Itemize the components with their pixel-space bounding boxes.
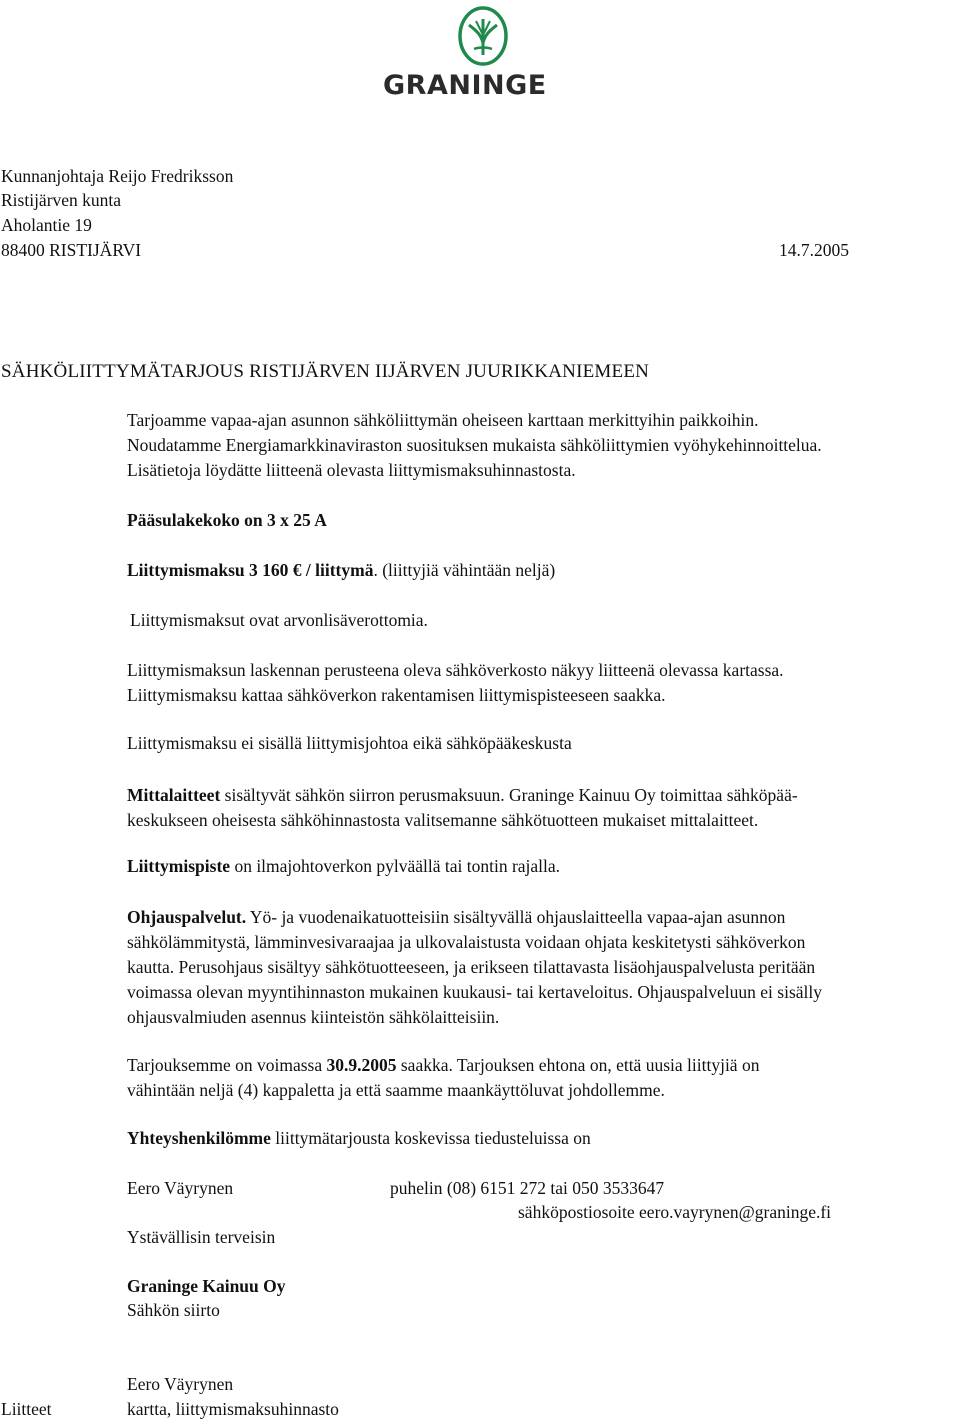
connection-point-text: on ilmajohtoverkon pylväällä tai tontin rajalla. bbox=[230, 856, 561, 876]
letter-title: SÄHKÖLIITTYMÄTARJOUS RISTIJÄRVEN IIJÄRVEN JUURIKKANIEMEEN bbox=[1, 361, 650, 382]
company-logo-text: GRANINGE bbox=[383, 70, 547, 101]
control-services-text: kautta. Perusohjaus sisältyy sähkötuotteeseen, ja erikseen tilattavasta lisäohjauspalvelusta peritään bbox=[127, 957, 816, 977]
contact-email[interactable]: sähköpostiosoite eero.vayrynen@graninge.fi bbox=[518, 1202, 832, 1222]
recipient-name: Kunnanjohtaja Reijo Fredriksson bbox=[1, 166, 234, 186]
basis-paragraph bbox=[127, 658, 784, 708]
graninge-emblem-icon bbox=[457, 5, 509, 67]
connection-point bbox=[127, 856, 560, 877]
control-services-text: voimassa olevan myyntihinnaston mukainen kuukausi- tai kertaveloitus. Ohjauspalveluun ei sisälly bbox=[127, 982, 823, 1002]
validity-text: saakka. Tarjouksen ehtona on, että uusia liittyjiä on bbox=[396, 1055, 760, 1075]
contact-intro bbox=[127, 1128, 591, 1149]
signature-department: Sähkön siirto bbox=[127, 1300, 220, 1320]
closing-greeting: Ystävällisin terveisin bbox=[127, 1227, 276, 1247]
attachments-label: Liitteet bbox=[1, 1399, 52, 1419]
validity-paragraph bbox=[127, 1053, 759, 1103]
intro-paragraph bbox=[127, 408, 822, 483]
recipient-organization: Ristijärven kunta bbox=[1, 190, 122, 210]
connection-fee-note: . (liittyjiä vähintään neljä) bbox=[373, 560, 556, 580]
meters-paragraph bbox=[127, 783, 798, 833]
recipient-street: Aholantie 19 bbox=[1, 215, 92, 235]
signature-company: Graninge Kainuu Oy bbox=[127, 1276, 286, 1296]
attachments-list: kartta, liittymismaksuhinnasto bbox=[127, 1399, 339, 1419]
control-services-paragraph bbox=[127, 905, 822, 1030]
basis-line: Liittymismaksu kattaa sähköverkon rakentamisen liittymispisteeseen saakka. bbox=[127, 685, 666, 705]
control-services-text: sähkölämmitystä, lämminvesivaraajaa ja ulkovalaistusta voidaan ohjata keskitetysti sähköverkon bbox=[127, 932, 806, 952]
contact-name: Eero Väyrynen bbox=[127, 1178, 234, 1198]
fuse-size: Pääsulakekoko on 3 x 25 A bbox=[127, 510, 327, 530]
meters-heading: Mittalaitteet bbox=[127, 785, 221, 805]
validity-text: Tarjouksemme on voimassa bbox=[127, 1055, 327, 1075]
validity-date: 30.9.2005 bbox=[326, 1055, 397, 1075]
contact-heading: Yhteyshenkilömme bbox=[127, 1128, 271, 1148]
control-services-text: ohjausvalmiuden asennus kiinteistön sähkölaitteisiin. bbox=[127, 1007, 500, 1027]
connection-point-heading: Liittymispiste bbox=[127, 856, 231, 876]
control-services-text: Yö- ja vuodenaikatuotteisiin sisältyvällä ohjauslaitteella vapaa-ajan asunnon bbox=[246, 907, 786, 927]
validity-text: vähintään neljä (4) kappaletta ja että saamme maankäyttöluvat johdollemme. bbox=[127, 1080, 665, 1100]
recipient-city: 88400 RISTIJÄRVI bbox=[1, 240, 142, 260]
control-services-heading: Ohjauspalvelut. bbox=[127, 907, 247, 927]
connection-fee bbox=[127, 560, 555, 581]
connection-fee-amount: Liittymismaksu 3 160 € / liittymä bbox=[127, 560, 374, 580]
intro-line: Noudatamme Energiamarkkinaviraston suosituksen mukaista sähköliittymien vyöhykehinnoittelua. bbox=[127, 435, 822, 455]
meters-text: sisältyvät sähkön siirron perusmaksuun. Graninge Kainuu Oy toimittaa sähköpää- bbox=[220, 785, 798, 805]
signature-name: Eero Väyrynen bbox=[127, 1374, 234, 1394]
contact-intro-text: liittymätarjousta koskevissa tiedusteluissa on bbox=[270, 1128, 591, 1148]
exclusion-note: Liittymismaksu ei sisällä liittymisjohtoa eikä sähköpääkeskusta bbox=[127, 733, 572, 753]
vat-note: Liittymismaksut ovat arvonlisäverottomia. bbox=[130, 610, 428, 630]
meters-text: keskukseen oheisesta sähköhinnastosta valitsemanne sähkötuotteen mukaiset mittalaitteet. bbox=[127, 810, 759, 830]
intro-line: Lisätietoja löydätte liitteenä olevasta liittymismaksuhinnastosta. bbox=[127, 460, 576, 480]
letter-date: 14.7.2005 bbox=[779, 240, 849, 260]
intro-line: Tarjoamme vapaa-ajan asunnon sähköliittymän oheiseen karttaan merkittyihin paikkoihin. bbox=[127, 410, 759, 430]
contact-phone: puhelin (08) 6151 272 tai 050 3533647 bbox=[390, 1178, 665, 1198]
basis-line: Liittymismaksun laskennan perusteena oleva sähköverkosto näkyy liitteenä olevassa kartassa. bbox=[127, 660, 784, 680]
